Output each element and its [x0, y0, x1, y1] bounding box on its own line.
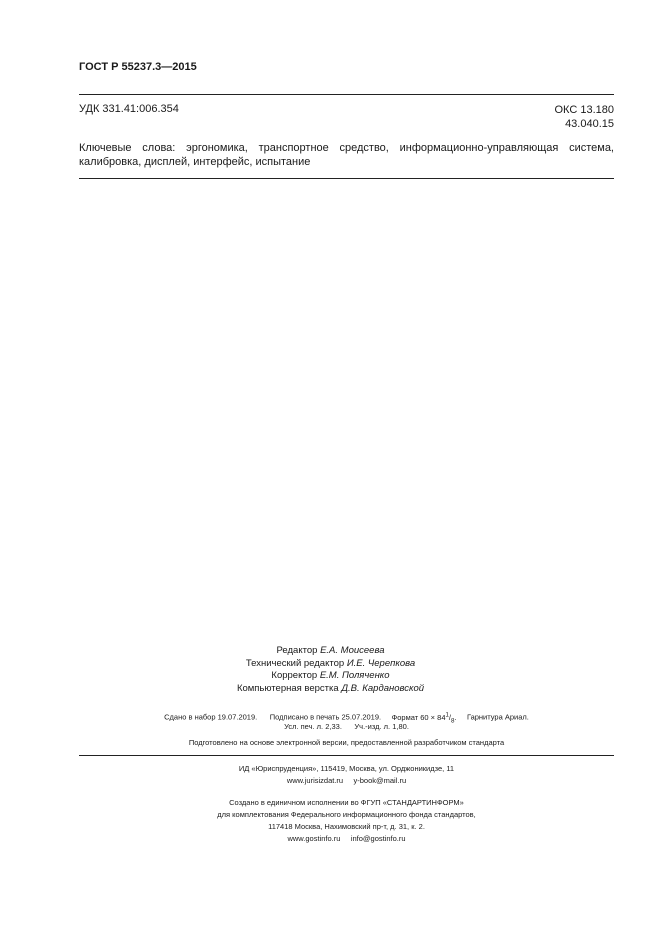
- imprint-purpose: для комплектования Федерального информационного фонда стандартов,: [217, 810, 476, 819]
- top-divider: [79, 94, 614, 95]
- oks-line-2: 43.040.15: [565, 118, 614, 130]
- gostinfo-website-link[interactable]: www.gostinfo.ru: [287, 834, 341, 843]
- credit-editor: Редактор Е.А. Моисеева: [276, 645, 385, 656]
- imprint-publisher-links: [79, 775, 614, 787]
- imprint-address: 117418 Москва, Нахимовский пр-т, д. 31, к. 2.: [268, 822, 425, 831]
- bottom-divider: [79, 755, 614, 756]
- oks-line-1: ОКС 13.180: [554, 104, 614, 116]
- gostinfo-email-link[interactable]: info@gostinfo.ru: [350, 834, 406, 843]
- publishing-line-2: Усл. печ. л. 2,33. Уч.-изд. л. 1,80.: [284, 722, 409, 731]
- imprint-publisher: ИД «Юриспруденция», 115419, Москва, ул. Орджоникидзе, 11: [238, 764, 455, 773]
- udk-code: УДК 331.41:006.354: [79, 103, 179, 115]
- publishing-line-1: Сдано в набор 19.07.2019. Подписано в печать 25.07.2019. Формат $60 \times 84^1/_8$. Гарнитура Ариал.: [164, 712, 529, 724]
- credit-corrector: Корректор Е.М. Поляченко: [271, 670, 390, 681]
- credit-tech-editor: Технический редактор И.Е. Черепкова: [245, 657, 416, 669]
- imprint-links: [79, 833, 614, 845]
- keywords: Ключевые слова: эргономика, транспортное средство, информационно-управляющая система, калибровка, дисплей, интерфейс, испытание: [79, 142, 614, 168]
- credit-layout: Компьютерная верстка Д.В. Кардановской: [236, 682, 425, 694]
- publisher-email-link[interactable]: y-book@mail.ru: [353, 776, 407, 785]
- publisher-website-link[interactable]: www.jurisizdat.ru: [286, 776, 344, 785]
- keywords-divider: [79, 178, 614, 179]
- oks-code: [555, 103, 615, 131]
- imprint-created: Создано в единичном исполнении во ФГУП «СТАНДАРТИНФОРМ»: [229, 798, 464, 807]
- credits-block: [0, 645, 661, 695]
- standard-number: ГОСТ Р 55237.3—2015: [79, 61, 197, 73]
- publishing-note: Подготовлено на основе электронной версии, предоставленной разработчиком стандарта: [188, 738, 505, 747]
